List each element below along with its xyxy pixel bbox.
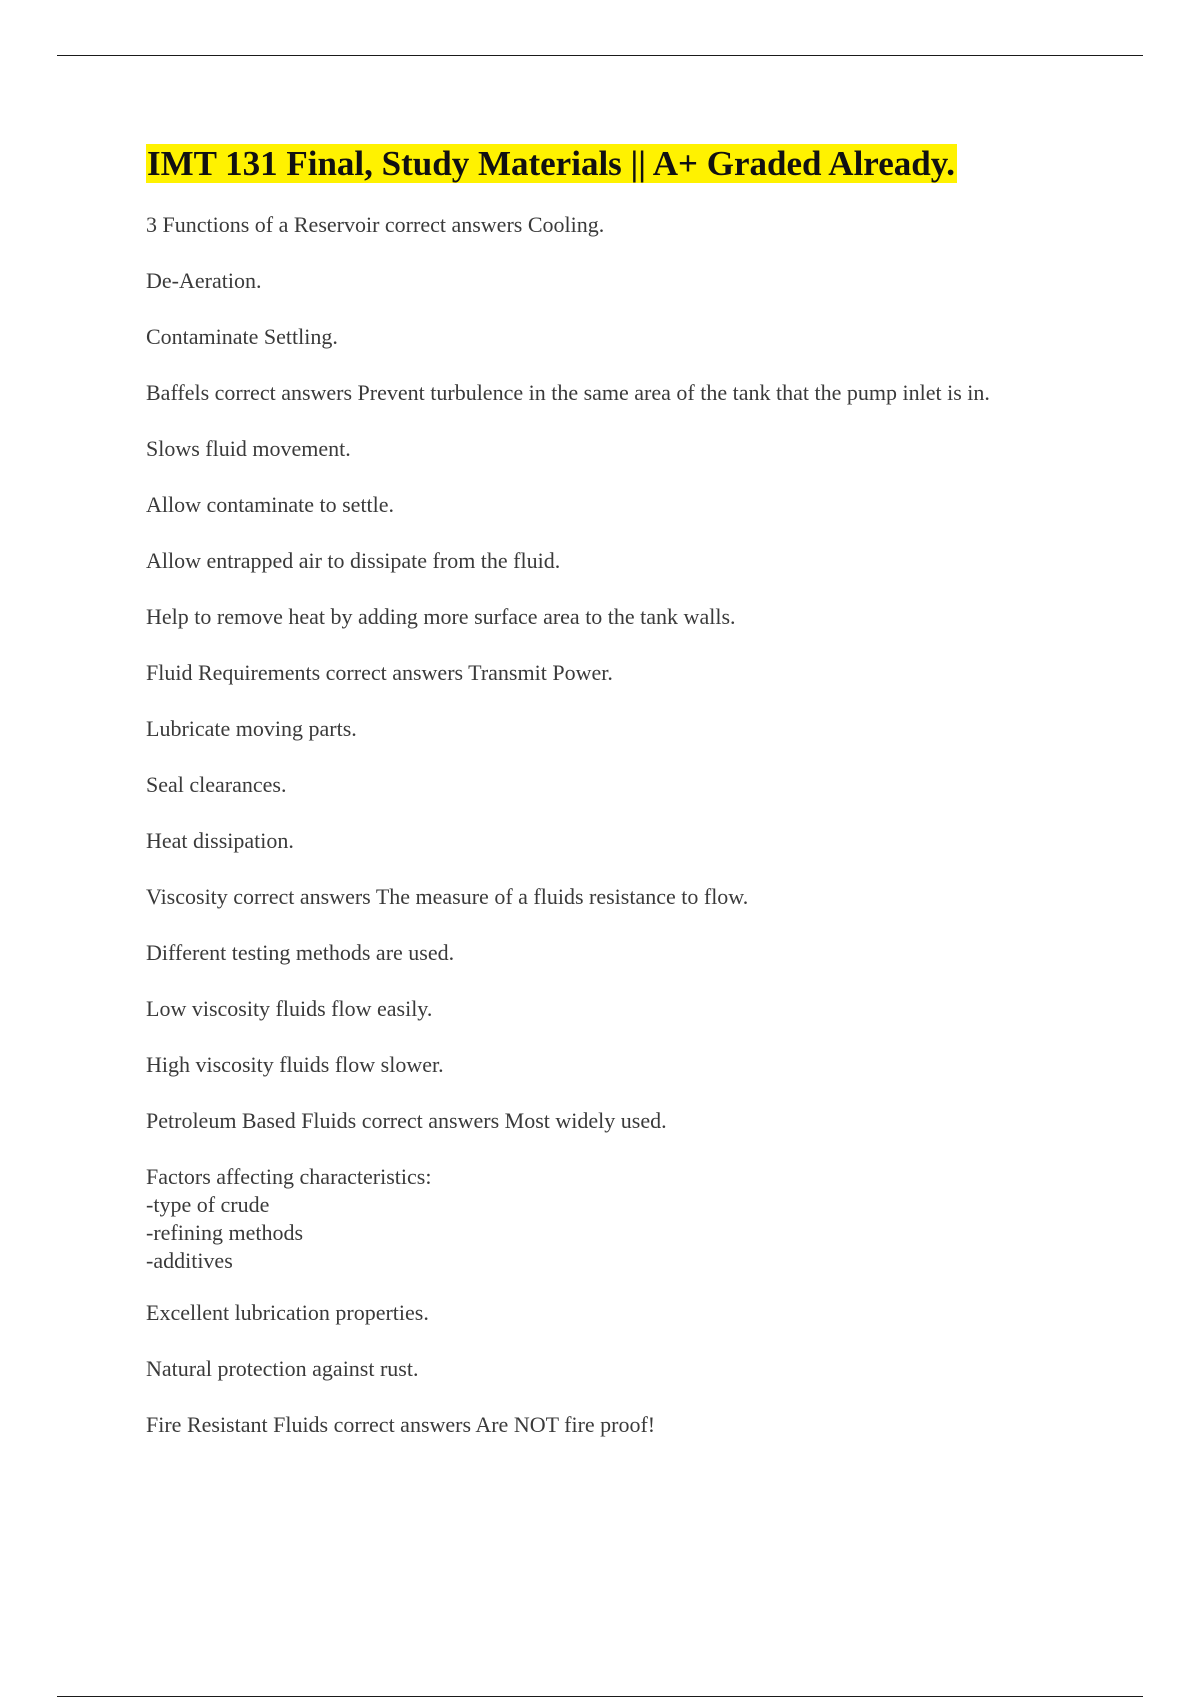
top-divider <box>57 55 1143 56</box>
paragraph: Excellent lubrication properties. <box>146 1300 429 1325</box>
paragraph: Fluid Requirements correct answers Transmit Power. <box>146 660 613 685</box>
paragraph: Low viscosity fluids flow easily. <box>146 996 433 1021</box>
page-title <box>146 141 957 187</box>
title-highlight: IMT 131 Final, Study Materials || A+ Graded Already. <box>147 144 956 183</box>
document-body <box>146 211 1146 1467</box>
paragraph-list: Factors affecting characteristics: -type of crude -refining methods -additives <box>146 1164 432 1273</box>
paragraph: Fire Resistant Fluids correct answers Are NOT fire proof! <box>146 1412 656 1437</box>
paragraph: Allow entrapped air to dissipate from the fluid. <box>146 548 561 573</box>
paragraph: Petroleum Based Fluids correct answers Most widely used. <box>146 1108 667 1133</box>
paragraph: High viscosity fluids flow slower. <box>146 1052 444 1077</box>
bottom-divider <box>57 1696 1143 1697</box>
paragraph: Natural protection against rust. <box>146 1356 419 1381</box>
paragraph: Viscosity correct answers The measure of a fluids resistance to flow. <box>146 884 749 909</box>
paragraph: Heat dissipation. <box>146 828 294 853</box>
paragraph: Seal clearances. <box>146 772 287 797</box>
paragraph: Slows fluid movement. <box>146 436 351 461</box>
paragraph: Contaminate Settling. <box>146 324 338 349</box>
paragraph: 3 Functions of a Reservoir correct answers Cooling. <box>146 212 605 237</box>
paragraph: Baffels correct answers Prevent turbulence in the same area of the tank that the pump inlet is in. <box>146 380 990 405</box>
paragraph: Lubricate moving parts. <box>146 716 357 741</box>
paragraph: Help to remove heat by adding more surface area to the tank walls. <box>146 604 736 629</box>
paragraph: De-Aeration. <box>146 268 262 293</box>
paragraph: Different testing methods are used. <box>146 940 455 965</box>
paragraph: Allow contaminate to settle. <box>146 492 395 517</box>
